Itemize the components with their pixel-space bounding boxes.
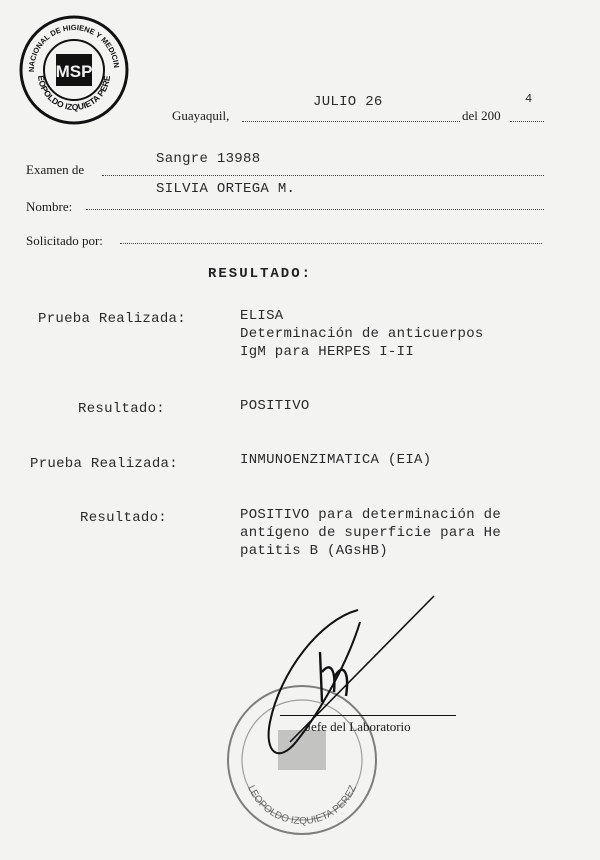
requested-dotted-line [120,243,542,244]
result-heading: RESULTADO: [208,266,313,282]
signature-line [280,715,456,716]
svg-text:LEOPOLDO IZQUIETA PEREZ [245,784,359,827]
seal-top-text: NACIONAL DE HIGIENE Y MEDICIN [26,22,122,73]
year-dotted-line [510,121,544,122]
result2-line: patitis B (AGsHB) [240,543,388,559]
exam-value: Sangre 13988 [156,151,261,167]
test1-line: IgM para HERPES I-II [240,344,415,360]
test1-details [240,307,484,361]
requested-label: Solicitado por: [26,233,103,248]
result2-line: antígeno de superficie para He [240,525,502,541]
date-value: JULIO 26 [313,94,383,110]
exam-dotted-line [102,175,544,176]
date-dotted-line [242,121,460,122]
seal-center-text: MSP [55,62,93,81]
year-prefix: del 200 [462,108,501,123]
seal-graphic [18,14,130,126]
name-dotted-line [86,209,544,210]
result1-label: Resultado: [78,401,166,417]
test2-value: INMUNOENZIMATICA (EIA) [240,452,432,468]
result2-label: Resultado: [80,510,168,526]
seal-bottom-text: EOPOLDO IZQUIETA PERE [35,74,113,113]
result2-line: POSITIVO para determinación de [240,507,502,523]
name-value: SILVIA ORTEGA M. [156,181,296,197]
result1-value: POSITIVO [240,398,310,414]
test1-line: Determinación de anticuerpos [240,326,484,342]
test2-label: Prueba Realizada: [30,456,178,472]
name-label: Nombre: [26,199,73,214]
year-digit: 4 [525,92,533,106]
city-label: Guayaquil, [172,108,230,123]
stamp-text: LEOPOLDO IZQUIETA PEREZ [245,783,359,828]
result2-details [240,506,501,560]
signature-title: Jefe del Laboratorio [306,719,411,734]
test1-line: ELISA [240,308,284,324]
signature-graphic [250,592,450,772]
test1-label: Prueba Realizada: [38,311,186,327]
signature [250,592,450,772]
institution-seal [18,14,130,126]
exam-label: Examen de [26,162,85,177]
